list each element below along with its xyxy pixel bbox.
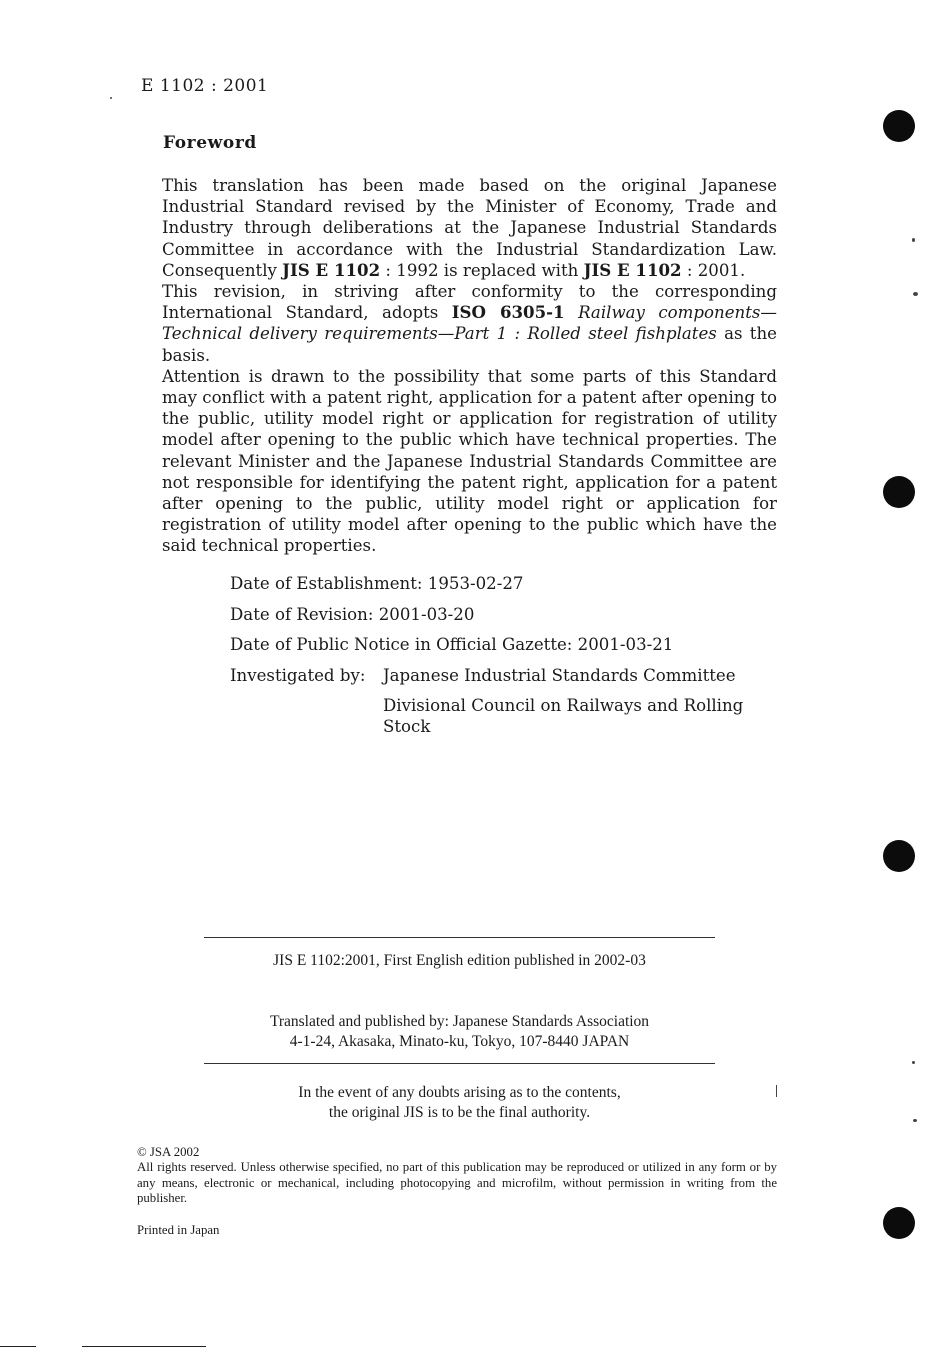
- scan-speck: [912, 238, 915, 242]
- investigated-label: Investigated by:: [230, 665, 366, 685]
- dates-block: [230, 574, 790, 737]
- document-id-header: E 1102 : 2001: [141, 76, 269, 96]
- authority-line-1: In the event of any doubts arising as to the contents,: [298, 1084, 621, 1101]
- punch-hole-1: [883, 110, 915, 142]
- scan-speck: [913, 1119, 917, 1122]
- scan-speck: [776, 1085, 777, 1097]
- publisher-name: Translated and published by: Japanese Standards Association: [269, 1013, 650, 1030]
- publisher-address: 4-1-24, Akasaka, Minato-ku, Tokyo, 107-8440 JAPAN: [289, 1033, 630, 1050]
- date-of-establishment: Date of Establishment: 1953-02-27: [230, 574, 524, 593]
- jis-reference-new: JIS E 1102: [583, 259, 682, 280]
- foreword-paragraph-1: This translation has been made based on the original Japanese Industrial Standard revised by the Minister of Economy, Trade and Industry through deliberations at the Japanese Industrial Standards Committee in accordance with the Industrial Standardization Law. Consequently JIS E 1102 : 1992 is replaced with JIS E 1102 : 2001.: [162, 176, 777, 280]
- authority-note: [204, 1083, 715, 1123]
- investigated-council: Divisional Council on Railways and Rolling Stock: [383, 696, 744, 736]
- date-of-public-notice: Date of Public Notice in Official Gazette: 2001-03-21: [230, 635, 674, 654]
- punch-hole-2: [883, 476, 915, 508]
- investigated-committee: Japanese Industrial Standards Committee: [383, 665, 736, 685]
- foreword-paragraph-2: This revision, in striving after conformity to the corresponding International Standard, adopts ISO 6305-1 Railway components—Technical delivery requirements—Part 1 : Rolled steel fishplates as the basis.: [162, 282, 777, 365]
- edition-note: JIS E 1102:2001, First English edition published in 2002-03: [273, 952, 646, 969]
- foreword-title: Foreword: [163, 133, 257, 153]
- divider-bottom: [204, 1063, 715, 1064]
- publisher-block: [204, 1012, 715, 1052]
- printed-in: Printed in Japan: [137, 1223, 220, 1237]
- rights-statement: All rights reserved. Unless otherwise specified, no part of this publication may be reproduced or utilized in any form or by any means, electronic or mechanical, including photocopying and microfilm, without permission in writing from the publisher.: [137, 1160, 777, 1205]
- foreword-paragraph-3: Attention is drawn to the possibility that some parts of this Standard may conflict with a patent right, application for a patent after opening to the public, utility model right or application for registration of utility model after opening to the public which have technical properties. The relevant Minister and the Japanese Industrial Standards Committee are not responsible for identifying the patent right, application for a patent after opening to the public, utility model right or application for registration of utility model after opening to the public which have the said technical properties.: [162, 366, 777, 556]
- jis-reference-old: JIS E 1102: [282, 259, 381, 280]
- investigated-by: [230, 666, 790, 738]
- foreword-body: [162, 175, 777, 557]
- punch-hole-4: [883, 1207, 915, 1239]
- scan-speck: [913, 292, 918, 296]
- authority-line-2: the original JIS is to be the final authority.: [328, 1104, 591, 1121]
- page-edge-mark: [0, 1346, 36, 1347]
- iso-title: Railway components—Technical delivery requirements—Part 1 : Rolled steel fishplates: [162, 303, 777, 344]
- copyright-block: [137, 1145, 777, 1206]
- copyright-line: © JSA 2002: [137, 1145, 200, 1159]
- page-edge-mark: [82, 1346, 206, 1347]
- date-of-revision: Date of Revision: 2001-03-20: [230, 604, 475, 624]
- scan-speck: [110, 97, 112, 99]
- iso-reference: ISO 6305-1: [451, 302, 565, 323]
- scan-speck: [912, 1061, 915, 1064]
- divider-top: [204, 937, 715, 938]
- punch-hole-3: [883, 840, 915, 872]
